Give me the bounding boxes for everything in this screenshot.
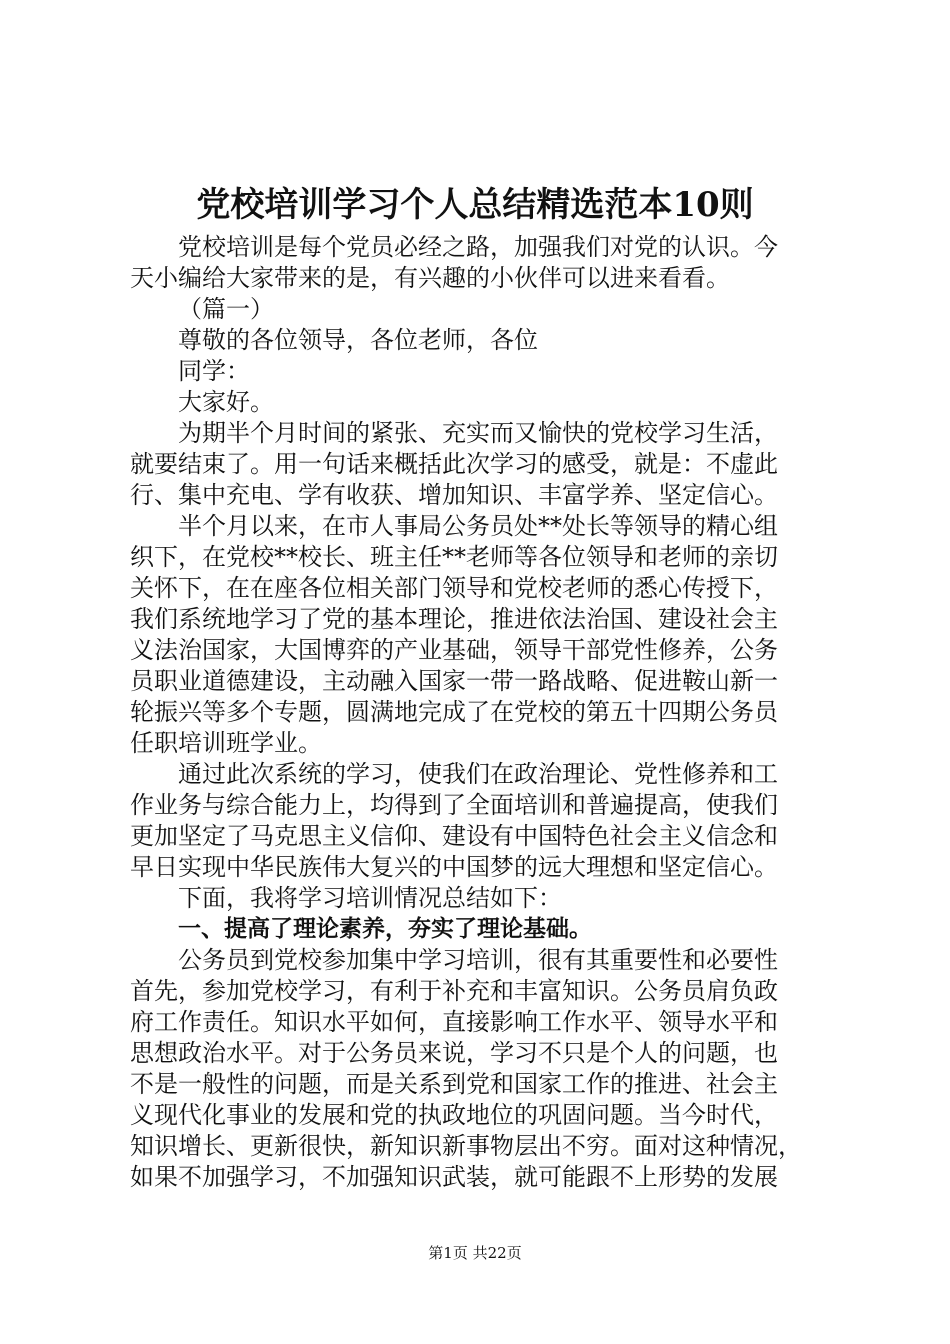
text-line: 为期半个月时间的紧张、充实而又愉快的党校学习生活， <box>178 419 778 447</box>
text-line: 通过此次系统的学习，使我们在政治理论、党性修养和工 <box>178 760 778 788</box>
text-line: 同学： <box>178 357 250 385</box>
text-line: 就要结束了。用一句话来概括此次学习的感受，就是：不虚此 <box>130 450 778 478</box>
text-line: 天小编给大家带来的是，有兴趣的小伙伴可以进来看看。 <box>130 264 730 292</box>
text-line: 更加坚定了马克思主义信仰、建设有中国特色社会主义信念和 <box>130 822 778 850</box>
text-line: 关怀下，在在座各位相关部门领导和党校老师的悉心传授下， <box>130 574 778 602</box>
text-line: 府工作责任。知识水平如何，直接影响工作水平、领导水平和 <box>130 1008 778 1036</box>
text-line: 半个月以来，在市人事局公务员处**处长等领导的精心组 <box>178 512 778 540</box>
text-line: 如果不加强学习，不加强知识武装，就可能跟不上形势的发展 <box>130 1163 778 1191</box>
text-line: 义现代化事业的发展和党的执政地位的巩固问题。当今时代， <box>130 1101 778 1129</box>
text-line: 大家好。 <box>178 388 274 416</box>
text-line: 尊敬的各位领导，各位老师，各位 <box>178 326 538 354</box>
text-line: 员职业道德建设，主动融入国家一带一路战略、促进鞍山新一 <box>130 667 778 695</box>
text-line: 首先，参加党校学习，有利于补充和丰富知识。公务员肩负政 <box>130 977 778 1005</box>
document-body <box>130 232 830 1193</box>
section-heading: 一、提高了理论素养，夯实了理论基础。 <box>178 916 592 942</box>
text-line: 轮振兴等多个专题，圆满地完成了在党校的第五十四期公务员 <box>130 698 778 726</box>
text-line: 知识增长、更新很快，新知识新事物层出不穷。面对这种情况， <box>130 1132 802 1160</box>
text-line: 公务员到党校参加集中学习培训，很有其重要性和必要性 <box>178 946 778 974</box>
text-line: 织下，在党校**校长、班主任**老师等各位领导和老师的亲切 <box>130 543 778 571</box>
text-line: 下面，我将学习培训情况总结如下： <box>178 884 562 912</box>
text-line: 党校培训是每个党员必经之路，加强我们对党的认识。今 <box>178 233 778 261</box>
text-line: 思想政治水平。对于公务员来说，学习不只是个人的问题，也 <box>130 1039 778 1067</box>
page-footer: 第1页 共22页 <box>428 1244 522 1262</box>
text-line: 我们系统地学习了党的基本理论，推进依法治国、建设社会主 <box>130 605 778 633</box>
text-line: （篇一） <box>178 295 274 323</box>
text-line: 作业务与综合能力上，均得到了全面培训和普遍提高，使我们 <box>130 791 778 819</box>
text-line: 早日实现中华民族伟大复兴的中国梦的远大理想和坚定信心。 <box>130 853 778 881</box>
document-title: 党校培训学习个人总结精选范本10则 <box>196 185 754 225</box>
text-line: 任职培训班学业。 <box>130 729 322 757</box>
text-line: 不是一般性的问题，而是关系到党和国家工作的推进、社会主 <box>130 1070 778 1098</box>
text-line: 行、集中充电、学有收获、增加知识、丰富学养、坚定信心。 <box>130 481 778 509</box>
text-line: 义法治国家，大国博弈的产业基础，领导干部党性修养，公务 <box>130 636 778 664</box>
